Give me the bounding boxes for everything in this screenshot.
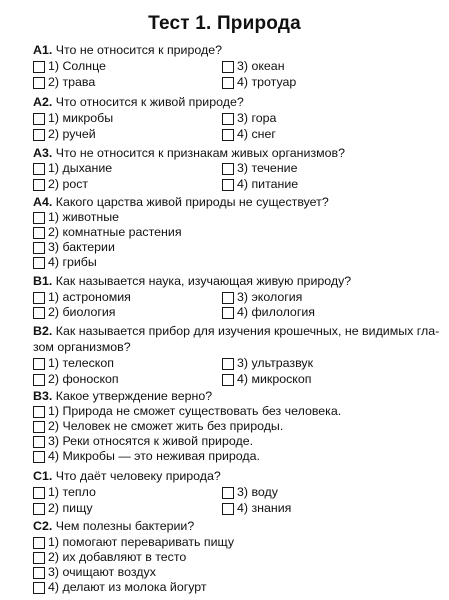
checkbox[interactable] bbox=[222, 61, 234, 73]
option-label: 1) микробы bbox=[48, 111, 114, 125]
question-a3 bbox=[33, 146, 443, 161]
option-a2-4[interactable] bbox=[222, 127, 276, 142]
option-b2-1[interactable] bbox=[33, 356, 114, 371]
option-label: 2) пищу bbox=[48, 501, 93, 515]
option-label: 1) животные bbox=[48, 210, 120, 224]
question-text: Как называется наука, изучающая живую природу? bbox=[55, 274, 352, 288]
option-label: 2) ручей bbox=[48, 127, 96, 141]
question-b1 bbox=[33, 274, 443, 289]
option-a3-1[interactable] bbox=[33, 161, 112, 176]
question-number: В1. bbox=[33, 274, 53, 288]
checkbox[interactable] bbox=[33, 77, 45, 89]
option-a4-3[interactable] bbox=[33, 240, 115, 255]
question-a1 bbox=[33, 43, 443, 58]
question-number: А2. bbox=[33, 95, 53, 109]
question-text: Какого царства живой природы не существует? bbox=[55, 195, 329, 209]
option-label: 2) фоноскоп bbox=[48, 372, 119, 386]
option-label: 2) комнатные растения bbox=[48, 225, 182, 239]
checkbox[interactable] bbox=[33, 257, 45, 269]
option-a2-2[interactable] bbox=[33, 127, 96, 142]
option-b1-2[interactable] bbox=[33, 305, 116, 320]
checkbox[interactable] bbox=[222, 179, 234, 191]
checkbox[interactable] bbox=[222, 374, 234, 386]
option-c1-4[interactable] bbox=[222, 501, 291, 516]
checkbox[interactable] bbox=[222, 113, 234, 125]
question-c1 bbox=[33, 469, 443, 484]
checkbox[interactable] bbox=[33, 567, 45, 579]
option-b1-1[interactable] bbox=[33, 290, 131, 305]
question-a2 bbox=[33, 95, 443, 110]
checkbox[interactable] bbox=[33, 451, 45, 463]
option-label: 1) астрономия bbox=[48, 290, 131, 304]
option-a2-1[interactable] bbox=[33, 111, 113, 126]
option-b3-3[interactable] bbox=[33, 434, 253, 449]
checkbox[interactable] bbox=[33, 307, 45, 319]
option-label: 4) делают из молока йогурт bbox=[48, 580, 207, 594]
question-text: Что не относится к природе? bbox=[55, 43, 222, 57]
option-label: 4) тротуар bbox=[237, 75, 297, 89]
option-label: 3) гора bbox=[237, 111, 277, 125]
checkbox[interactable] bbox=[222, 77, 234, 89]
checkbox[interactable] bbox=[222, 129, 234, 141]
question-text-line1: Как называется прибор для изучения крошечных, не видимых гла- bbox=[55, 324, 440, 338]
question-text: Чем полезны бактерии? bbox=[55, 519, 195, 533]
question-b2 bbox=[33, 324, 443, 339]
question-number: С1. bbox=[33, 469, 53, 483]
checkbox[interactable] bbox=[33, 163, 45, 175]
option-a1-4[interactable] bbox=[222, 75, 296, 90]
option-a1-2[interactable] bbox=[33, 75, 95, 90]
checkbox[interactable] bbox=[222, 292, 234, 304]
option-label: 4) знания bbox=[237, 501, 292, 515]
checkbox[interactable] bbox=[222, 487, 234, 499]
checkbox[interactable] bbox=[33, 421, 45, 433]
option-a1-3[interactable] bbox=[222, 59, 285, 74]
option-label: 1) тепло bbox=[48, 485, 96, 499]
question-text: Что даёт человеку природа? bbox=[55, 469, 221, 483]
option-label: 3) ультразвук bbox=[237, 356, 314, 370]
option-label: 2) их добавляют в тесто bbox=[48, 550, 187, 564]
question-text: Что не относится к признакам живых организмов? bbox=[55, 146, 346, 160]
option-a4-2[interactable] bbox=[33, 225, 182, 240]
checkbox[interactable] bbox=[33, 129, 45, 141]
option-label: 4) Микробы — это неживая природа. bbox=[48, 449, 260, 463]
question-number: С2. bbox=[33, 519, 53, 533]
option-b3-4[interactable] bbox=[33, 449, 260, 464]
option-label: 4) питание bbox=[237, 177, 299, 191]
option-label: 3) очищают воздух bbox=[48, 565, 156, 579]
option-a2-3[interactable] bbox=[222, 111, 276, 126]
option-c1-1[interactable] bbox=[33, 485, 96, 500]
page-title: Тест 1. Природа bbox=[148, 13, 301, 34]
question-number: А4. bbox=[33, 195, 53, 209]
option-c2-2[interactable] bbox=[33, 550, 186, 565]
checkbox[interactable] bbox=[222, 307, 234, 319]
question-number: В3. bbox=[33, 389, 53, 403]
option-c2-4[interactable] bbox=[33, 580, 207, 595]
option-label: 1) помогают переваривать пищу bbox=[48, 535, 235, 549]
option-label: 4) грибы bbox=[48, 255, 97, 269]
checkbox[interactable] bbox=[33, 358, 45, 370]
option-b3-1[interactable] bbox=[33, 404, 341, 419]
checkbox[interactable] bbox=[33, 582, 45, 594]
checkbox[interactable] bbox=[33, 227, 45, 239]
question-number: А1. bbox=[33, 43, 53, 57]
option-label: 3) бактерии bbox=[48, 240, 115, 254]
option-label: 1) дыхание bbox=[48, 161, 113, 175]
checkbox[interactable] bbox=[222, 358, 234, 370]
checkbox[interactable] bbox=[33, 552, 45, 564]
question-c2 bbox=[33, 519, 443, 534]
question-number: А3. bbox=[33, 146, 53, 160]
option-a3-2[interactable] bbox=[33, 177, 88, 192]
option-label: 4) микроскоп bbox=[237, 372, 312, 386]
option-label: 1) телескоп bbox=[48, 356, 114, 370]
checkbox[interactable] bbox=[222, 163, 234, 175]
option-label: 3) экология bbox=[237, 290, 303, 304]
option-b2-3[interactable] bbox=[222, 356, 313, 371]
option-a3-3[interactable] bbox=[222, 161, 297, 176]
question-number: В2. bbox=[33, 324, 53, 338]
option-a3-4[interactable] bbox=[222, 177, 298, 192]
checkbox[interactable] bbox=[222, 503, 234, 515]
option-label: 2) Человек не сможет жить без природы. bbox=[48, 419, 284, 433]
question-text: Какое утверждение верно? bbox=[55, 389, 213, 403]
option-label: 2) рост bbox=[48, 177, 89, 191]
option-b3-2[interactable] bbox=[33, 419, 283, 434]
option-c2-3[interactable] bbox=[33, 565, 156, 580]
checkbox[interactable] bbox=[33, 436, 45, 448]
checkbox[interactable] bbox=[33, 292, 45, 304]
option-label: 4) снег bbox=[237, 127, 276, 141]
option-b2-2[interactable] bbox=[33, 372, 119, 387]
option-b1-4[interactable] bbox=[222, 305, 315, 320]
option-label: 3) Реки относятся к живой природе. bbox=[48, 434, 254, 448]
checkbox[interactable] bbox=[33, 113, 45, 125]
option-a1-1[interactable] bbox=[33, 59, 106, 74]
question-b3 bbox=[33, 389, 443, 404]
option-label: 4) филология bbox=[237, 305, 315, 319]
checkbox[interactable] bbox=[33, 212, 45, 224]
question-text-line2: зом организмов? bbox=[33, 340, 131, 354]
checkbox[interactable] bbox=[33, 374, 45, 386]
question-text: Что относится к живой природе? bbox=[55, 95, 244, 109]
option-label: 2) трава bbox=[48, 75, 96, 89]
checkbox[interactable] bbox=[33, 179, 45, 191]
option-label: 2) биология bbox=[48, 305, 116, 319]
checkbox[interactable] bbox=[33, 242, 45, 254]
option-a4-1[interactable] bbox=[33, 210, 119, 225]
option-c1-3[interactable] bbox=[222, 485, 278, 500]
question-b2-cont bbox=[33, 340, 443, 355]
option-b1-3[interactable] bbox=[222, 290, 302, 305]
checkbox[interactable] bbox=[33, 537, 45, 549]
option-label: 1) Солнце bbox=[48, 59, 106, 73]
option-label: 3) океан bbox=[237, 59, 285, 73]
option-a4-4[interactable] bbox=[33, 255, 97, 270]
checkbox[interactable] bbox=[33, 61, 45, 73]
option-label: 3) течение bbox=[237, 161, 298, 175]
checkbox[interactable] bbox=[33, 503, 45, 515]
option-label: 3) воду bbox=[237, 485, 278, 499]
question-a4 bbox=[33, 195, 443, 210]
option-b2-4[interactable] bbox=[222, 372, 311, 387]
checkbox[interactable] bbox=[33, 406, 45, 418]
option-c1-2[interactable] bbox=[33, 501, 93, 516]
option-label: 1) Природа не сможет существовать без человека. bbox=[48, 404, 342, 418]
option-c2-1[interactable] bbox=[33, 535, 234, 550]
checkbox[interactable] bbox=[33, 487, 45, 499]
